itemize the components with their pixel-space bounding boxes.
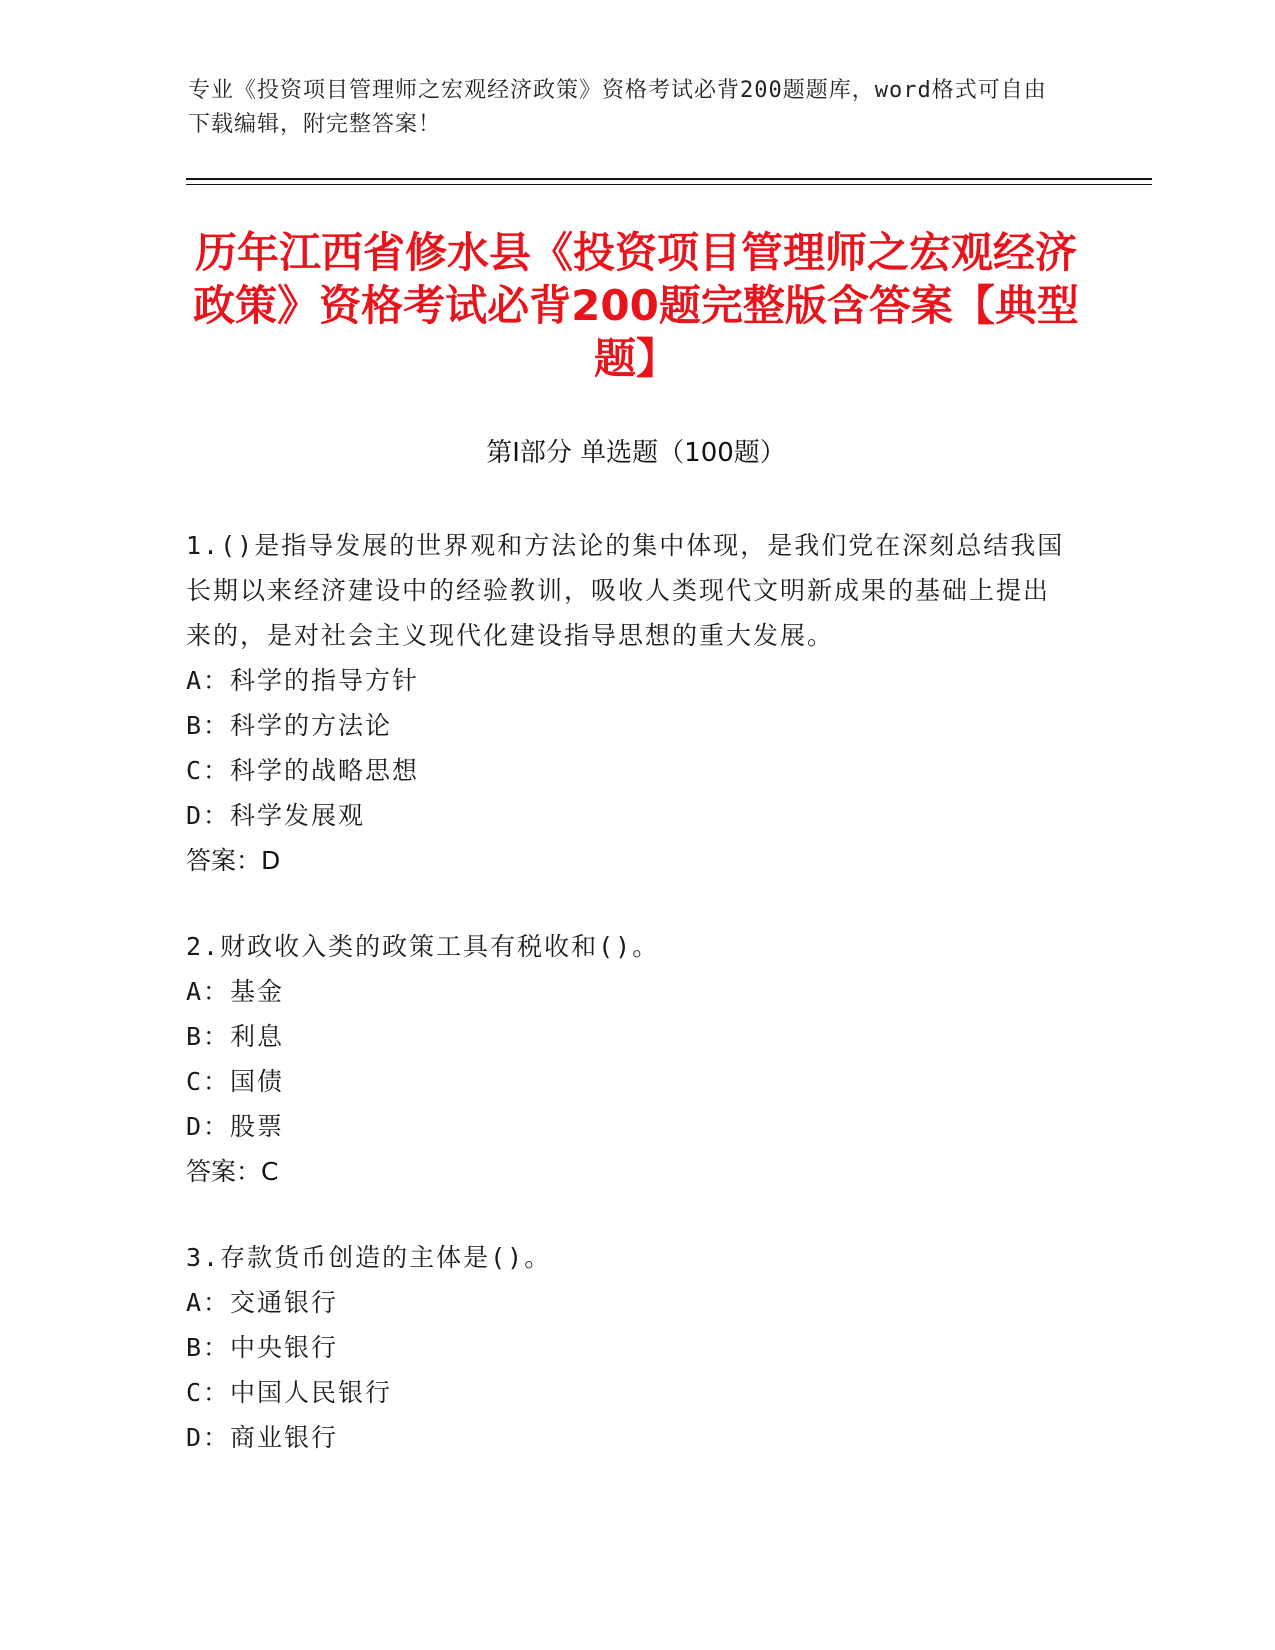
question-item — [186, 924, 1066, 1194]
option-c: C：科学的战略思想 — [186, 756, 420, 785]
question-text: 2.财政收入类的政策工具有税收和()。 — [186, 932, 660, 961]
option-d: D：股票 — [186, 1112, 285, 1141]
document-title: 历年江西省修水县《投资项目管理师之宏观经济政策》资格考试必背200题完整版含答案【典型题】 — [193, 228, 1079, 383]
option-b: B：利息 — [186, 1022, 285, 1051]
option-a: A：交通银行 — [186, 1288, 339, 1317]
header-divider-thin — [186, 184, 1152, 185]
option-c: C：中国人民银行 — [186, 1378, 393, 1407]
option-c: C：国债 — [186, 1067, 285, 1096]
question-item — [186, 1235, 1066, 1460]
question-list — [186, 523, 1066, 1501]
option-b: B：科学的方法论 — [186, 711, 393, 740]
section-title: 第Ⅰ部分 单选题（100题） — [486, 438, 786, 468]
option-d: D：商业银行 — [186, 1423, 339, 1452]
answer-text: 答案：C — [186, 1157, 279, 1186]
answer-text: 答案：D — [186, 846, 281, 875]
header-note: 专业《投资项目管理师之宏观经济政策》资格考试必背200题题库，word格式可自由下载编辑，附完整答案！ — [188, 78, 1047, 137]
option-b: B：中央银行 — [186, 1333, 339, 1362]
option-d: D：科学发展观 — [186, 801, 366, 830]
option-a: A：基金 — [186, 977, 285, 1006]
header-divider-thick — [186, 178, 1152, 180]
question-item — [186, 523, 1066, 883]
question-text: 1.()是指导发展的世界观和方法论的集中体现，是我们党在深刻总结我国长期以来经济建设中的经验教训，吸收人类现代文明新成果的基础上提出来的，是对社会主义现代化建设指导思想的重大发展。 — [186, 531, 1065, 650]
option-a: A：科学的指导方针 — [186, 666, 420, 695]
question-text: 3.存款货币创造的主体是()。 — [186, 1243, 552, 1272]
